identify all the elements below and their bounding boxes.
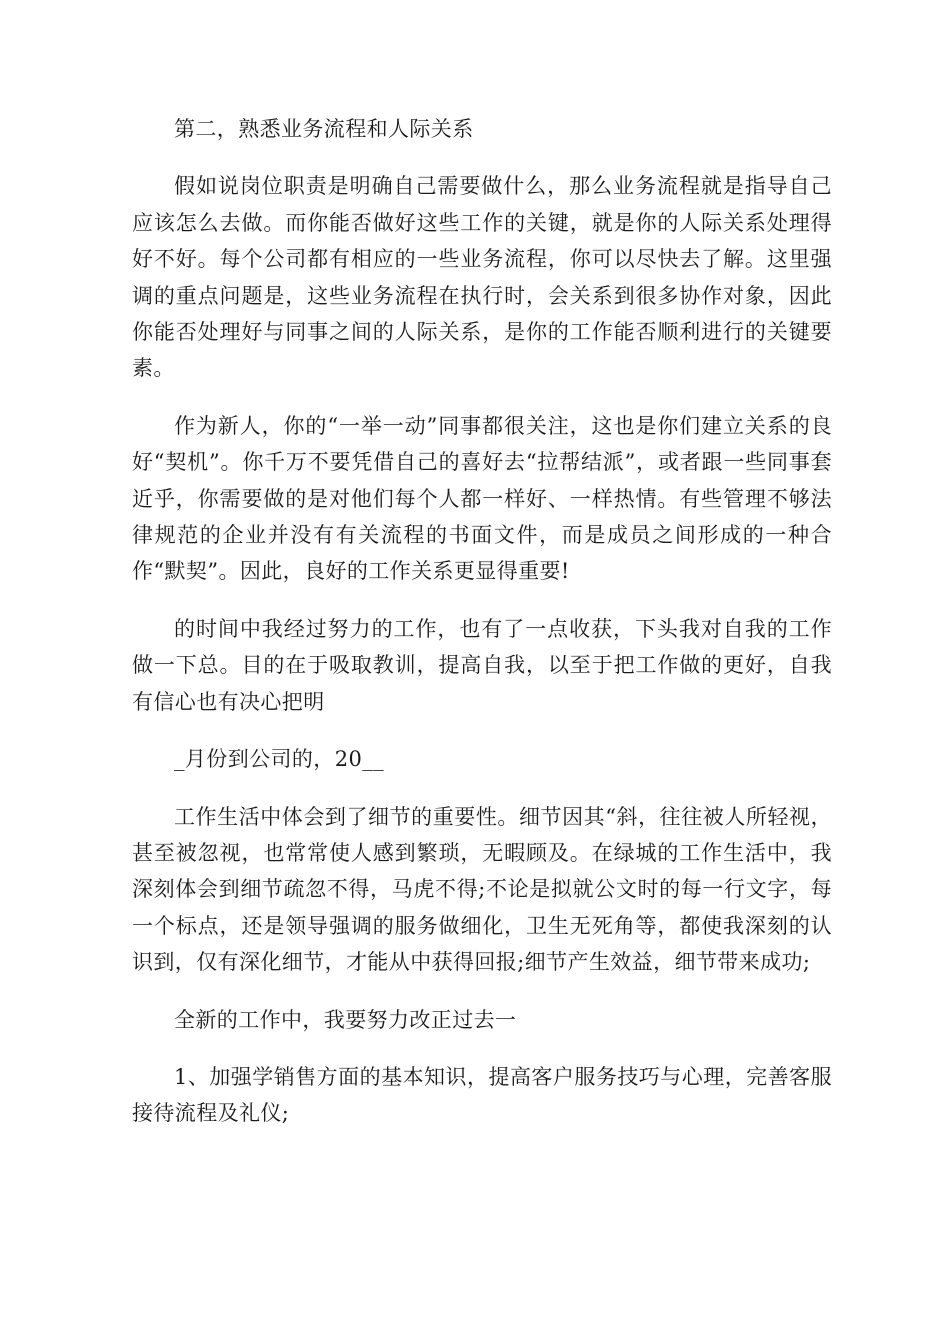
- paragraph: _月份到公司的，20__: [174, 747, 385, 772]
- list-item: 1、加强学销售方面的基本知识，提高客户服务技巧与心理，完善客服接待流程及礼仪;: [132, 1064, 832, 1126]
- paragraph: 作为新人，你的“一举一动”同事都很关注，这也是你们建立关系的良好“契机”。你千万不要凭借自己的喜好去“拉帮结派”，或者跟一些同事套近乎，你需要做的是对他们每个人都一样好、一样热情。有些管理不够法律规范的企业并没有有关流程的书面文件，而是成员之间形成的一种合作“默契”。因此，良好的工作关系更显得重要!: [132, 413, 832, 584]
- document-body: [132, 111, 832, 1153]
- section-heading: 第二，熟悉业务流程和人际关系: [174, 117, 474, 141]
- paragraph: 假如说岗位职责是明确自己需要做什么，那么业务流程就是指导自己应该怎么去做。而你能否做好这些工作的关键，就是你的人际关系处理得好不好。每个公司都有相应的一些业务流程，你可以尽快去了解。这里强调的重点问题是，这些业务流程在执行时，会关系到很多协作对象，因此你能否处理好与同事之间的人际关系，是你的工作能否顺利进行的关键要素。: [132, 174, 832, 381]
- paragraph: 全新的工作中，我要努力改正过去一: [174, 1007, 517, 1032]
- paragraph: 的时间中我经过努力的工作，也有了一点收获，下头我对自我的工作做一下总。目的在于吸取教训，提高自我，以至于把工作做的更好，自我有信心也有决心把明: [132, 616, 832, 714]
- paragraph: 工作生活中体会到了细节的重要性。细节因其“斜，往往被人所轻视，甚至被忽视，也常常使人感到繁琐，无暇顾及。在绿城的工作生活中，我深刻体会到细节疏忽不得，马虎不得;不论是拟就公文时的每一行文字，每一个标点，还是领导强调的服务做细化，卫生无死角等，都使我深刻的认识到，仅有深化细节，才能从中获得回报;细节产生效益，细节带来成功;: [132, 804, 832, 975]
